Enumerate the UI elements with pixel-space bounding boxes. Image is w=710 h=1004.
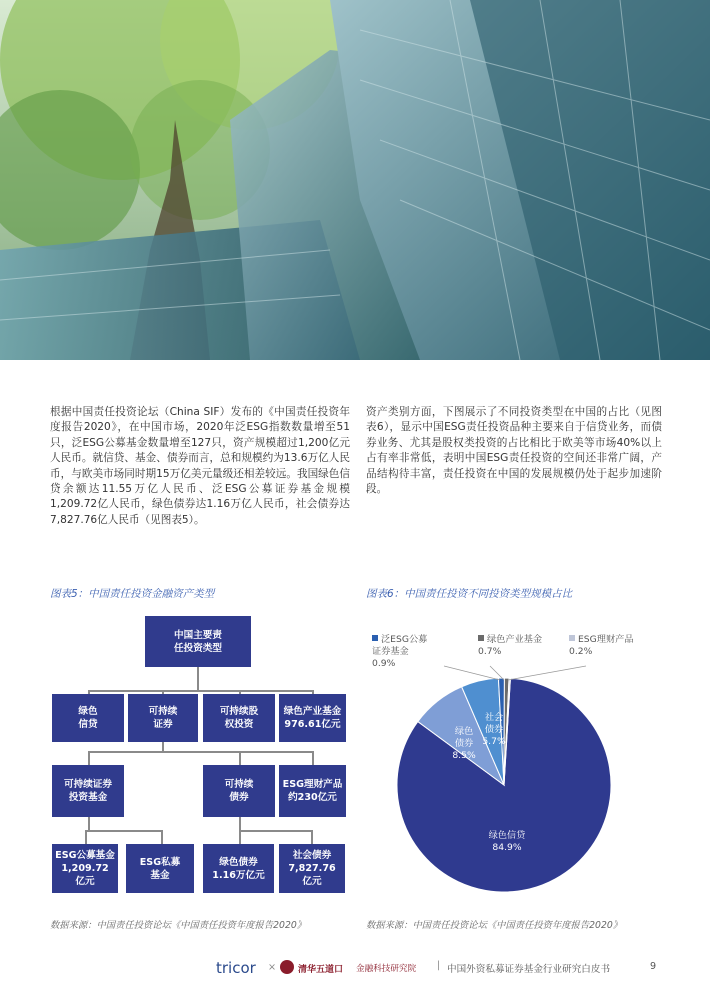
connector — [85, 830, 87, 844]
cross-mark: × — [268, 962, 277, 973]
box-securities-fund: 可持续证券 投资基金 — [52, 765, 124, 817]
tsinghua-seal-icon — [280, 960, 294, 974]
connector — [239, 817, 241, 831]
box-root: 中国主要责 任投资类型 — [145, 616, 251, 667]
connector — [85, 830, 163, 832]
report-title: 中国外资私募证券基金行业研究白皮书 — [447, 964, 611, 975]
tricor-logo: tricor — [216, 959, 256, 977]
box-green-industry-fund: 绿色产业基金 976.61亿元 — [279, 694, 346, 742]
connector — [197, 667, 199, 691]
legend-wealth — [569, 634, 659, 658]
connector — [88, 751, 313, 753]
legend-swatch — [569, 635, 575, 641]
footer-divider: | — [437, 960, 441, 971]
box-green-credit: 绿色 信贷 — [52, 694, 124, 742]
body-paragraph-right: 资产类别方面，下图展示了不同投资类型在中国的占比（见图表6），显示中国ESG责任投资品种主要来自于信贷业务，而债券业务、尤其是股权类投资的占比相比于欧美等市场40%以上占有率非常低，表明中国ESG责任投资的空间还非常广阔，产品结构待丰富，责任投资在中国的发展规模仍处于起步加速阶段。 — [366, 406, 662, 496]
box-esg-private-fund: ESG私募 基金 — [126, 844, 194, 893]
hero-image — [0, 0, 710, 360]
connector — [88, 817, 90, 831]
connector — [88, 690, 313, 692]
legend-label: 绿色产业基金 0.7% — [478, 634, 543, 657]
connector — [239, 830, 241, 844]
legend-label: 泛ESG公募 证券基金 0.9% — [372, 634, 428, 669]
pie-chart — [378, 660, 638, 900]
connector — [239, 751, 241, 765]
figure6-title: 图表6：中国责任投资不同投资类型规模占比 — [366, 588, 573, 600]
box-sustainable-bonds: 可持续 债券 — [203, 765, 275, 817]
figure5-source: 数据来源：中国责任投资论坛《中国责任投资年度报告2020》 — [50, 920, 307, 931]
pie-label-green-bonds: 绿色 债券 8.5% — [452, 726, 476, 761]
leader-line — [508, 666, 586, 680]
box-esg-public-fund: ESG公募基金 1,209.72 亿元 — [52, 844, 118, 893]
box-esg-wealth: ESG理财产品 约230亿元 — [279, 765, 346, 817]
connector — [312, 751, 314, 765]
figure5-title: 图表5：中国责任投资金融资产类型 — [50, 588, 215, 600]
box-sustainable-securities: 可持续 证券 — [128, 694, 198, 742]
box-green-bonds: 绿色债券 1.16万亿元 — [203, 844, 274, 893]
pie-label-social-bonds: 社会 债券 5.7% — [482, 712, 506, 747]
footer — [0, 958, 710, 982]
page-number: 9 — [650, 961, 657, 972]
legend-swatch — [372, 635, 378, 641]
box-social-bonds: 社会债券 7,827.76 亿元 — [279, 844, 345, 893]
figure6-source: 数据来源：中国责任投资论坛《中国责任投资年度报告2020》 — [366, 920, 623, 931]
connector — [311, 830, 313, 844]
box-sustainable-equity: 可持续股 权投资 — [203, 694, 275, 742]
connector — [88, 751, 90, 765]
legend-swatch — [478, 635, 484, 641]
connector — [161, 830, 163, 844]
legend-label: ESG理财产品 0.2% — [569, 634, 634, 657]
pie-label-green-credit: 绿色信贷 84.9% — [488, 830, 526, 853]
legend-industry-fund — [478, 634, 568, 658]
body-paragraph-left: 根据中国责任投资论坛（China SIF）发布的《中国责任投资年度报告2020》，在中国市场，2020年泛ESG指数数量增至51只，泛ESG公募基金数量增至127只，资产规模超过1,200亿元人民币。就信贷、基金、债券而言，总和规模约为13.6万亿人民币，与欧美市场同时期15万亿美元量级还相差较远。我国绿色信贷余额达11.55万亿人民币、泛ESG公募证券基金规模1,209.72亿人民币，绿色债券达1.16万亿人民币，社会债券达7,827.76亿人民币（见图表5）。 — [50, 406, 350, 526]
tsinghua-name: 清华五道口 — [298, 965, 344, 975]
institute-name: 金融科技研究院 — [356, 964, 417, 974]
connector — [239, 830, 312, 832]
